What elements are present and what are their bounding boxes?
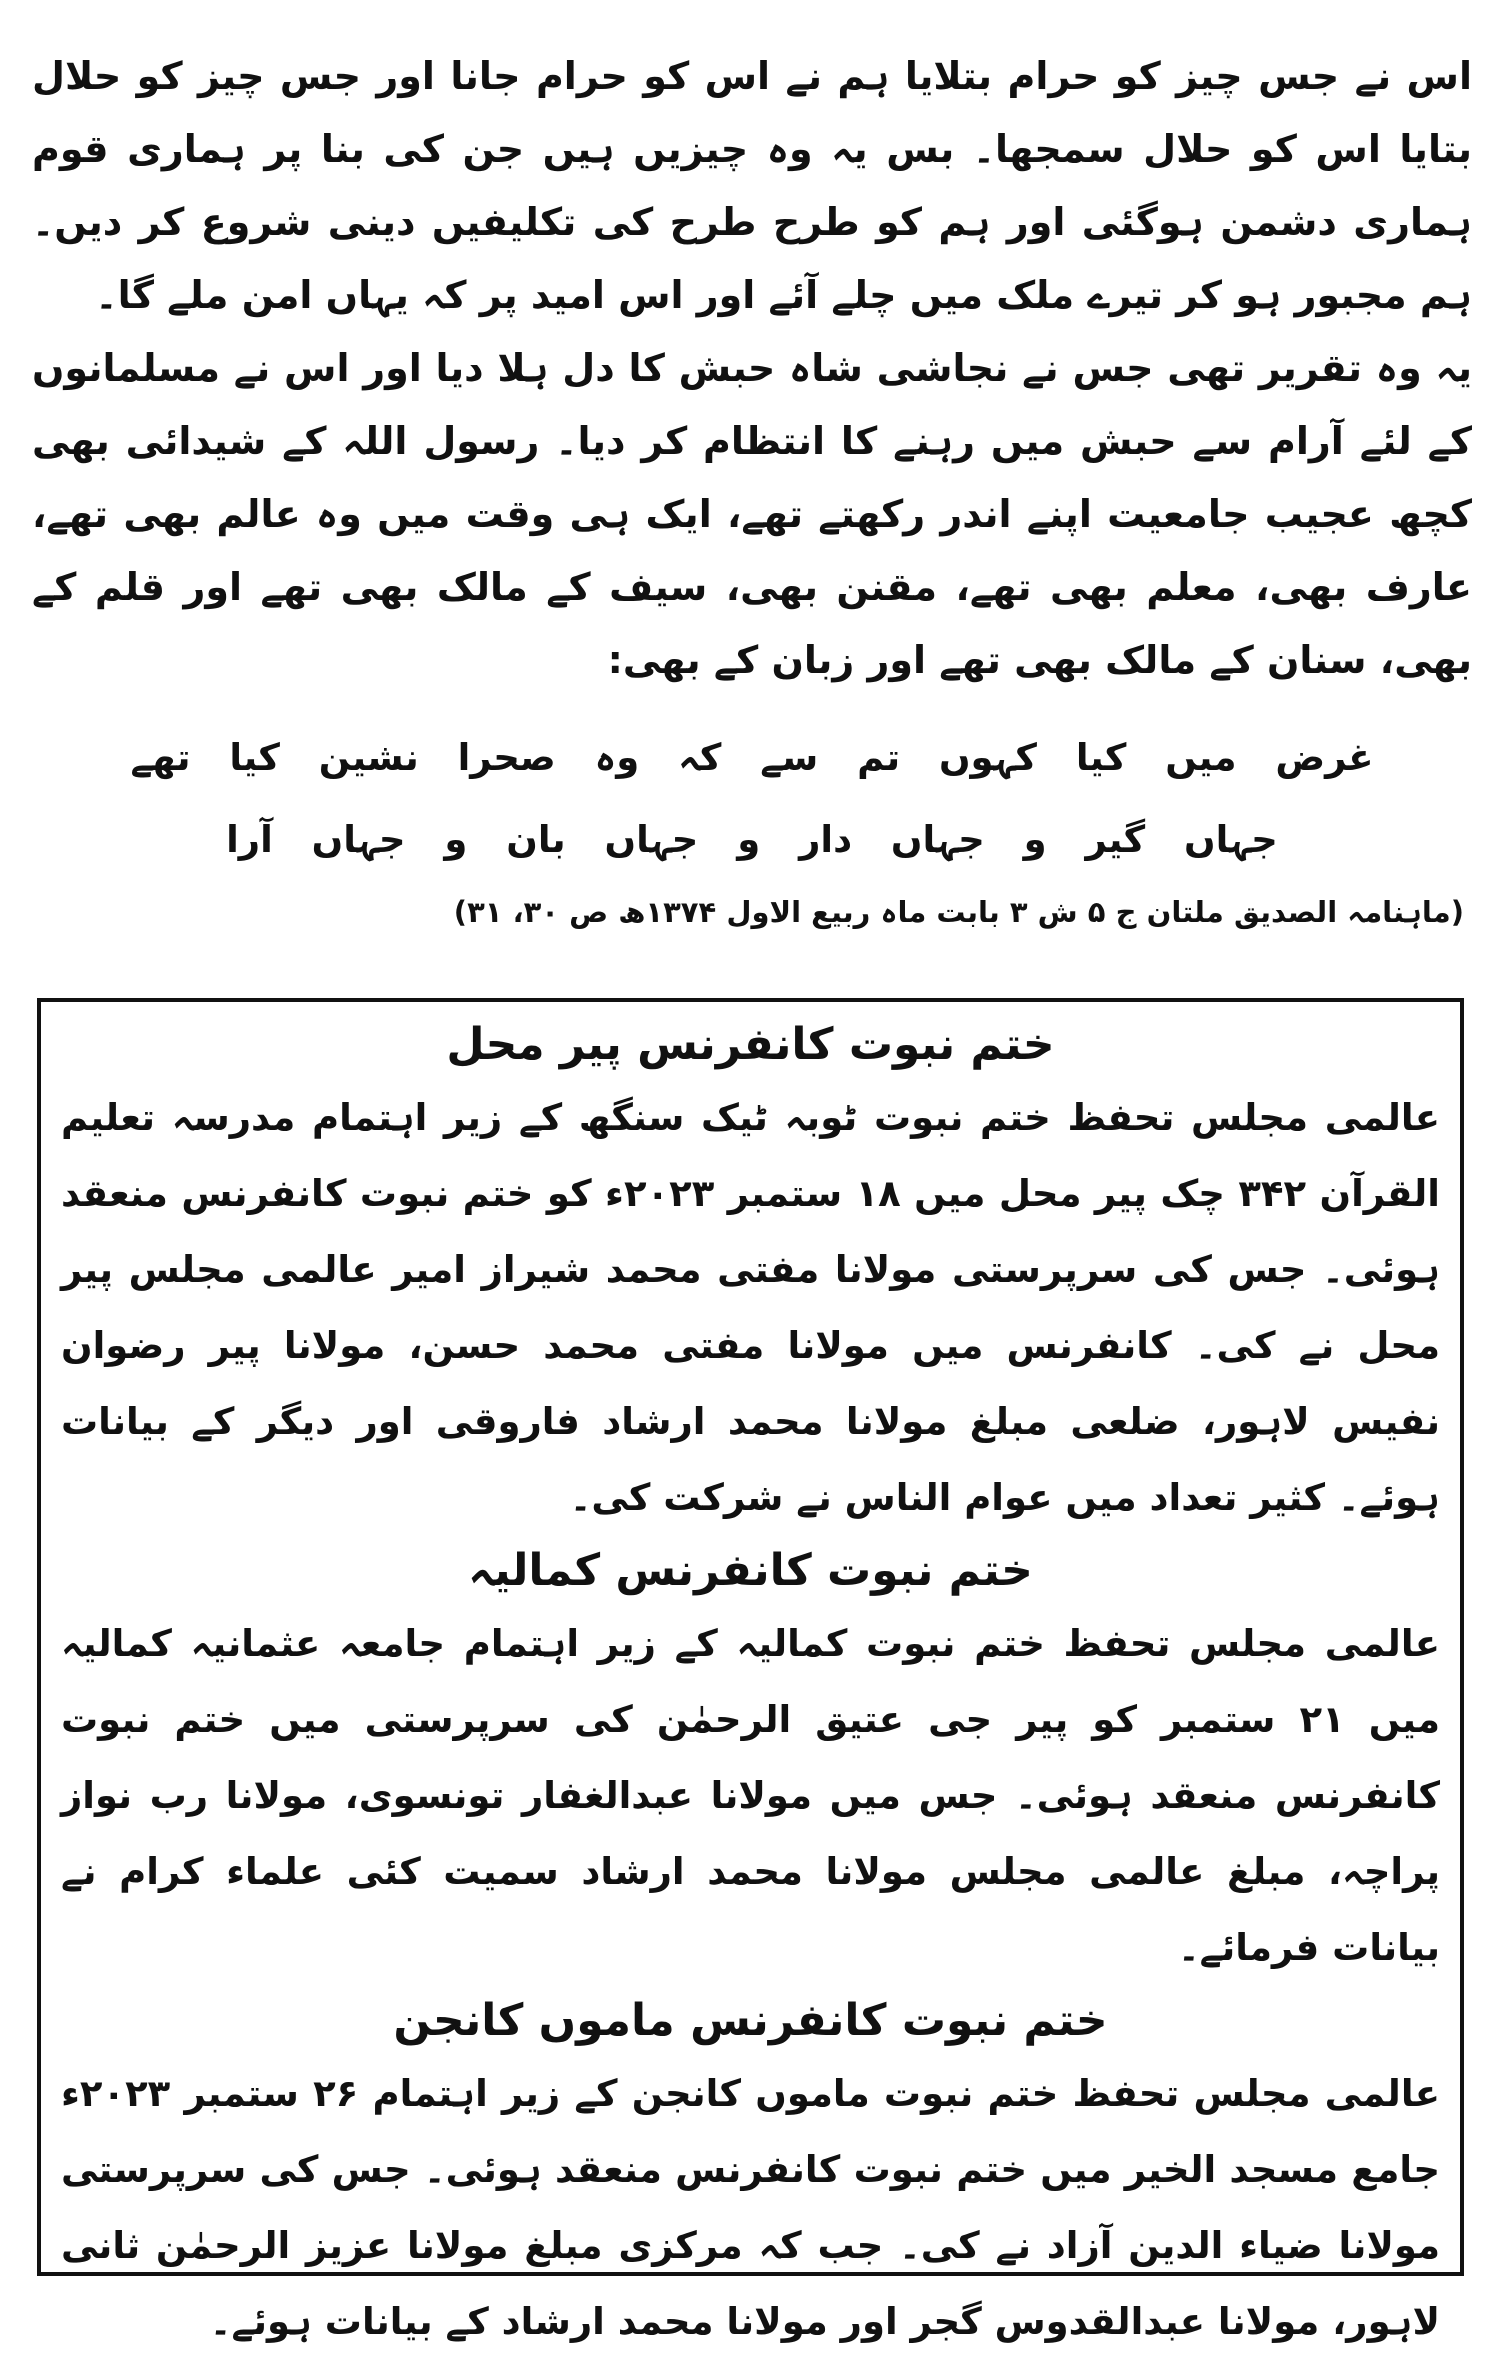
verse-line-1: غرض میں کیا کہوں تم سے کہ وہ صحرا نشین کیا تھے [130,736,1374,779]
article-paragraph-2: یہ وہ تقریر تھی جس نے نجاشی شاہ حبش کا دل ہلا دیا اور اس نے مسلمانوں کے لئے آرام سے حبش میں رہنے کا انتظام کر دیا۔ رسول اللہ کے شیدائی بھی کچھ عجیب جامعیت اپنے اندر رکھتے تھے، ایک ہی وقت میں وہ عالم بھی تھے، عارف بھی، معلم بھی تھے، مقنن بھی، سیف کے مالک بھی تھے اور قلم کے بھی، سنان کے مالک بھی تھے اور زبان کے بھی: [32,346,1472,682]
section-body: عالمی مجلس تحفظ ختم نبوت ماموں کانجن کے زیر اہتمام ۲۶ ستمبر ۲۰۲۳ء جامع مسجد الخیر میں ختم نبوت کانفرنس منعقد ہوئی۔ جس کی سرپرستی مولانا ضیاء الدین آزاد نے کی۔ جب کہ مرکزی مبلغ مولانا عزیز الرحمٰن ثانی لاہور، مولانا عبدالقدوس گجر اور مولانا محمد ارشاد کے بیانات ہوئے۔ [61,2072,1440,2343]
section-heading: ختم نبوت کانفرنس کمالیہ [468,1545,1033,1596]
section-body: عالمی مجلس تحفظ ختم نبوت کمالیہ کے زیر اہتمام جامعہ عثمانیہ کمالیہ میں ۲۱ ستمبر کو پیر جی عتیق الرحمٰن کی سرپرستی میں ختم نبوت کانفرنس منعقد ہوئی۔ جس میں مولانا عبدالغفار تونسوی، مولانا رب نواز پراچہ، مبلغ عالمی مجلس مولانا محمد ارشاد سمیت کئی علماء کرام نے بیانات فرمائے۔ [61,1622,1440,1969]
article-continuation [32,40,1472,933]
news-section-pir-mahal [61,1010,1440,1536]
section-body: عالمی مجلس تحفظ ختم نبوت ٹوبہ ٹیک سنگھ کے زیر اہتمام مدرسہ تعلیم القرآن ۳۴۲ چک پیر محل میں ۱۸ ستمبر ۲۰۲۳ء کو ختم نبوت کانفرنس منعقد ہوئی۔ جس کی سرپرستی مولانا مفتی محمد شیراز امیر عالمی مجلس پیر محل نے کی۔ کانفرنس میں مولانا مفتی محمد حسن، مولانا پیر رضوان نفیس لاہور، ضلعی مبلغ مولانا محمد ارشاد فاروقی اور دیگر کے بیانات ہوئے۔ کثیر تعداد میں عوام الناس نے شرکت کی۔ [61,1096,1440,1519]
article-paragraph-1: اس نے جس چیز کو حرام بتلایا ہم نے اس کو حرام جانا اور جس چیز کو حلال بتایا اس کو حلال سمجھا۔ بس یہ وہ چیزیں ہیں جن کی بنا پر ہماری قوم ہماری دشمن ہوگئی اور ہم کو طرح طرح کی تکلیفیں دینی شروع کر دیں۔ ہم مجبور ہو کر تیرے ملک میں چلے آئے اور اس امید پر کہ یہاں امن ملے گا۔ [32,54,1472,317]
verse-line-2: جہاں گیر و جہاں دار و جہاں بان و جہاں آرا [226,818,1278,861]
news-section-mamun-kanjan [61,1986,1440,2360]
section-heading: ختم نبوت کانفرنس ماموں کانجن [393,1995,1108,2046]
news-box [37,998,1464,2343]
section-heading: ختم نبوت کانفرنس پیر محل [446,1019,1055,1070]
source-citation: (ماہنامہ الصدیق ملتان ج ۵ ش ۳ بابت ماہ ربیع الاول ۱۳۷۴ھ ص ۳۰، ۳۱) [453,895,1464,929]
news-section-kamalia [61,1536,1440,1986]
poetry-couplet [32,717,1472,881]
